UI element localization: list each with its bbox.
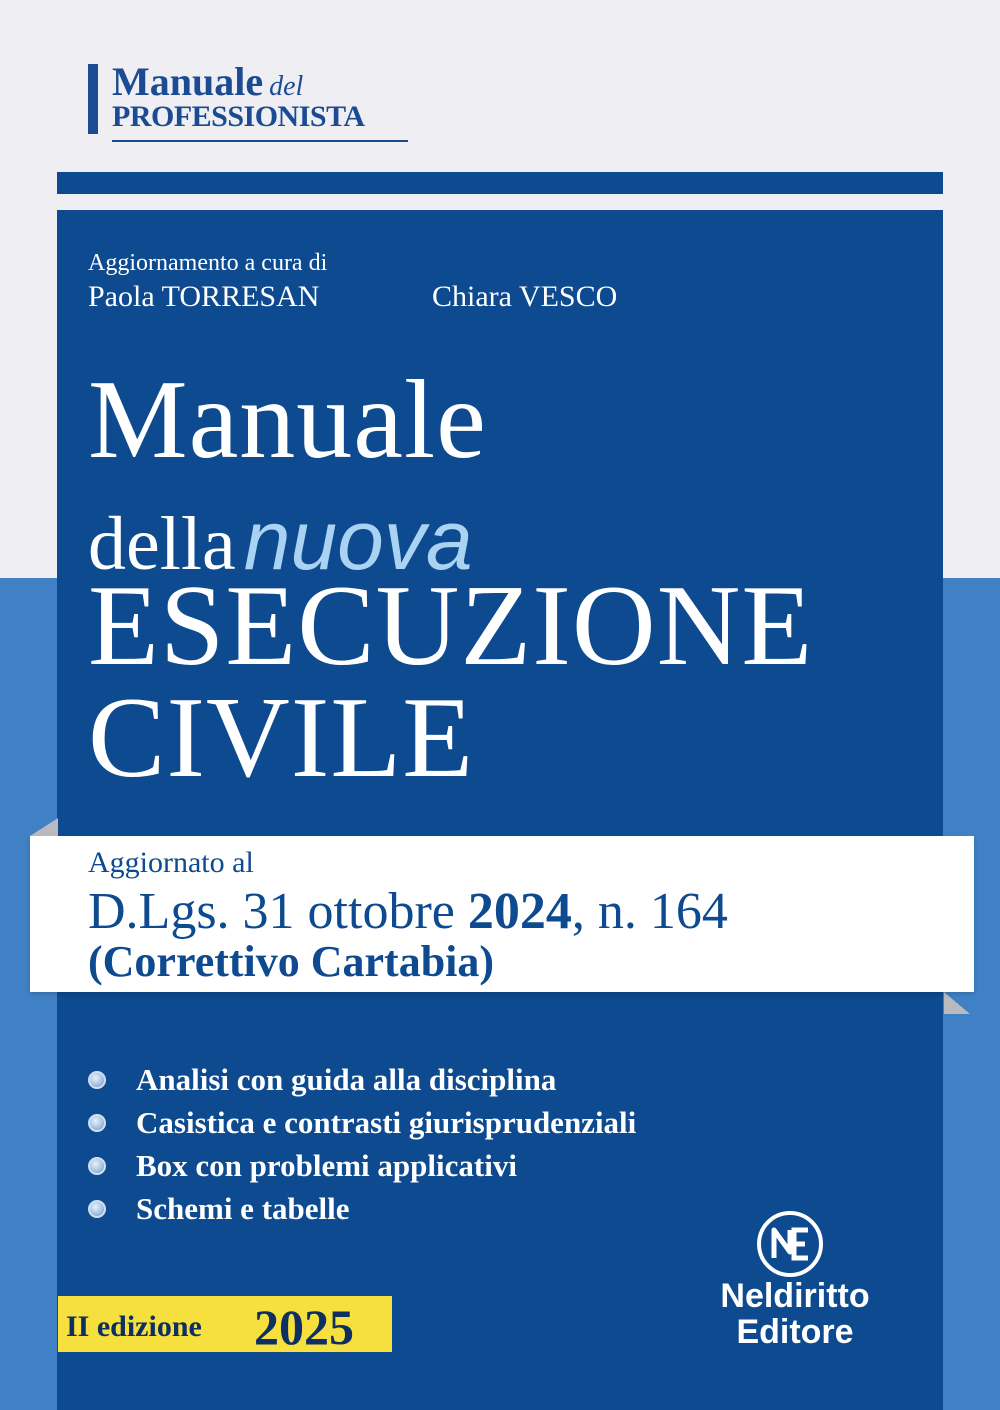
series-logo-word: Manuale [112, 59, 264, 104]
update-ribbon [30, 836, 974, 992]
bullet-icon [88, 1157, 106, 1175]
list-item [86, 1058, 636, 1101]
title-della: della [88, 502, 236, 586]
title-line-3: ESECUZIONE [88, 562, 814, 690]
law-prefix: D.Lgs. 31 ottobre [88, 883, 455, 940]
title-line-1: Manuale [88, 358, 487, 482]
law-year: 2024 [467, 883, 572, 940]
list-item [86, 1144, 636, 1187]
update-note: (Correttivo Cartabia) [88, 937, 495, 986]
author-torresan: Paola TORRESAN [88, 280, 320, 313]
bullet-icon [88, 1114, 106, 1132]
update-law [88, 882, 728, 942]
bullet-icon [88, 1071, 106, 1089]
bullet-icon [88, 1200, 106, 1218]
publisher-logo [690, 1208, 900, 1358]
curator-label: Aggiornamento a cura di [88, 250, 328, 276]
edition-label: II edizione [66, 1310, 202, 1343]
publisher-name-1: Neldiritto [720, 1277, 870, 1315]
publisher-name-2: Editore [736, 1313, 854, 1351]
author-vesco: Chiara VESCO [432, 280, 618, 313]
top-strip [57, 172, 943, 194]
feature-list [86, 1058, 636, 1230]
edition-badge [58, 1296, 392, 1355]
feature-text: Box con problemi applicativi [136, 1148, 517, 1183]
feature-text: Schemi e tabelle [136, 1191, 350, 1226]
list-item [86, 1101, 636, 1144]
title-nuova: nuova [243, 493, 473, 587]
law-suffix: , n. 164 [571, 883, 728, 940]
edition-year: 2025 [254, 1299, 354, 1355]
series-logo-small: del [269, 71, 304, 102]
series-logo-line2: PROFESSIONISTA [112, 100, 365, 133]
title-line-4: CIVILE [88, 674, 475, 802]
ribbon-fold-right [944, 992, 970, 1014]
update-label: Aggiornato al [88, 846, 254, 879]
ribbon-fold-left [30, 818, 58, 836]
series-logo-bar [88, 64, 98, 134]
list-item [86, 1187, 636, 1230]
feature-text: Casistica e contrasti giurisprudenziali [136, 1105, 637, 1140]
publisher-ne-icon [754, 1208, 826, 1280]
feature-text: Analisi con guida alla disciplina [136, 1062, 557, 1097]
series-logo-underline [112, 140, 408, 142]
